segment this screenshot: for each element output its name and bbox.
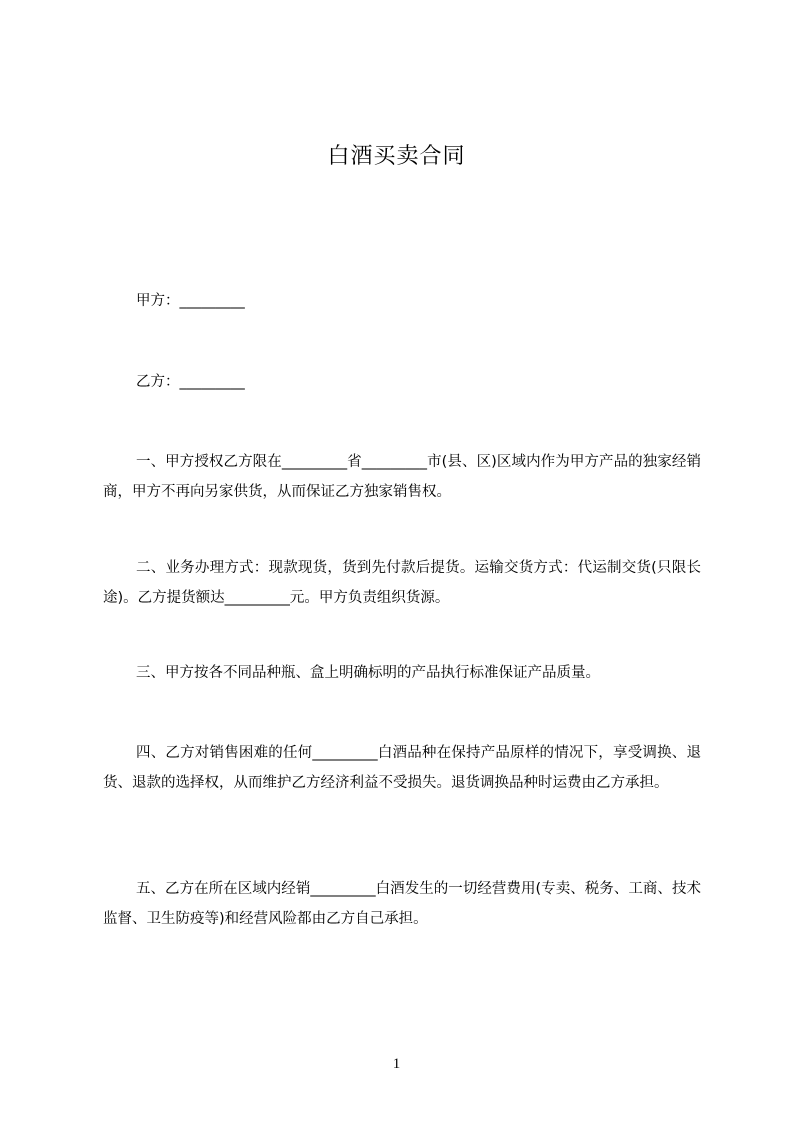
document-title: 白酒买卖合同 [327,144,466,169]
party-b-line: 乙方：_________ [136,374,245,390]
party-a-line: 甲方：_________ [136,293,245,309]
clause-5: 五、乙方在所在区域内经销_________白酒发生的一切经营费用(专卖、税务、工商、技术监督、卫生防疫等)和经营风险都由乙方自己承担。 [103,881,701,927]
clause-1: 一、甲方授权乙方限在_________省_________市(县、区)区域内作为甲方产品的独家经销商，甲方不再向另家供货，从而保证乙方独家销售权。 [103,454,701,500]
clause-3: 三、甲方按各不同品种瓶、盒上明确标明的产品执行标准保证产品质量。 [136,665,600,681]
clause-2: 二、业务办理方式：现款现货，货到先付款后提货。运输交货方式：代运制交货(只限长途)。乙方提货额达_________元。甲方负责组织货源。 [103,560,701,606]
page-number: 1 [392,1056,401,1072]
clause-4: 四、乙方对销售困难的任何_________白酒品种在保持产品原样的情况下，享受调换、退货、退款的选择权，从而维护乙方经济利益不受损失。退货调换品种时运费由乙方承担。 [103,745,701,791]
